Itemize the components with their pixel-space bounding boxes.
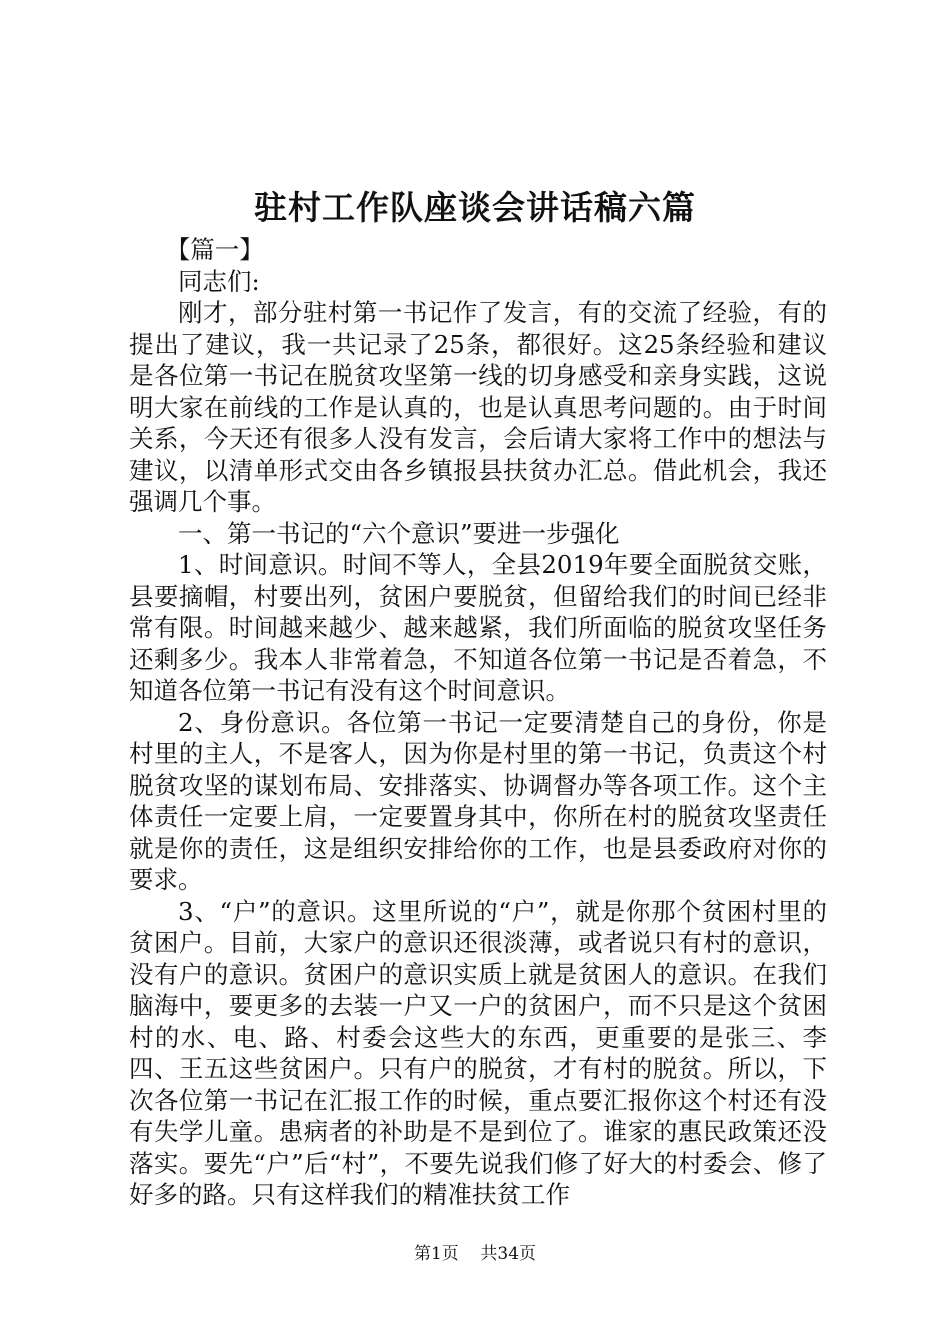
- salutation: 同志们:: [178, 266, 260, 296]
- document-body: [129, 234, 827, 1211]
- paragraph-time-awareness: 1、时间意识。时间不等人，全县2019年要全面脱贫交账，县要摘帽，村要出列，贫困户要脱贫，但留给我们的时间已经非常有限。时间越来越少、越来越紧，我们所面临的脱贫攻坚任务还剩多少。我本人非常着急，不知道各位第一书记是否着急，不知道各位第一书记有没有这个时间意识。: [129, 550, 827, 705]
- heading-six-awareness: 一、第一书记的“六个意识”要进一步强化: [178, 518, 620, 548]
- document-title: 驻村工作队座谈会讲话稿六篇: [254, 188, 696, 227]
- section-label: 【篇一】: [165, 235, 264, 264]
- paragraph-household-awareness: 3、“户”的意识。这里所说的“户”，就是你那个贫困村里的贫困户。目前，大家户的意识还很淡薄，或者说只有村的意识，没有户的意识。贫困户的意识实质上就是贫困人的意识。在我们脑海中，要更多的去装一户又一户的贫困户，而不只是这个贫困村的水、电、路、村委会这些大的东西，更重要的是张三、李四、王五这些贫困户。只有户的脱贫，才有村的脱贫。所以，下次各位第一书记在汇报工作的时候，重点要汇报你这个村还有没有失学儿童。患病者的补助是不是到位了。谁家的惠民政策还没落实。要先“户”后“村”，不要先说我们修了好大的村委会、修了好多的路。只有这样我们的精准扶贫工作: [129, 896, 827, 1209]
- current-page-label: 第1页: [413, 1244, 459, 1264]
- paragraph-intro: 刚才，部分驻村第一书记作了发言，有的交流了经验，有的提出了建议，我一共记录了25条，都很好。这25条经验和建议是各位第一书记在脱贫攻坚第一线的切身感受和亲身实践，这说明大家在前线的工作是认真的，也是认真思考问题的。由于时间关系，今天还有很多人没有发言，会后请大家将工作中的想法与建议，以清单形式交由各乡镇报县扶贫办汇总。借此机会，我还强调几个事。: [129, 298, 827, 516]
- page-footer: [0, 1242, 950, 1266]
- paragraph-identity-awareness: 2、身份意识。各位第一书记一定要清楚自己的身份，你是村里的主人，不是客人，因为你是村里的第一书记，负责这个村脱贫攻坚的谋划布局、安排落实、协调督办等各项工作。这个主体责任一定要上肩，一定要置身其中，你所在村的脱贫攻坚责任就是你的责任，这是组织安排给你的工作，也是县委政府对你的要求。: [129, 707, 827, 894]
- total-pages-label: 共34页: [480, 1244, 537, 1264]
